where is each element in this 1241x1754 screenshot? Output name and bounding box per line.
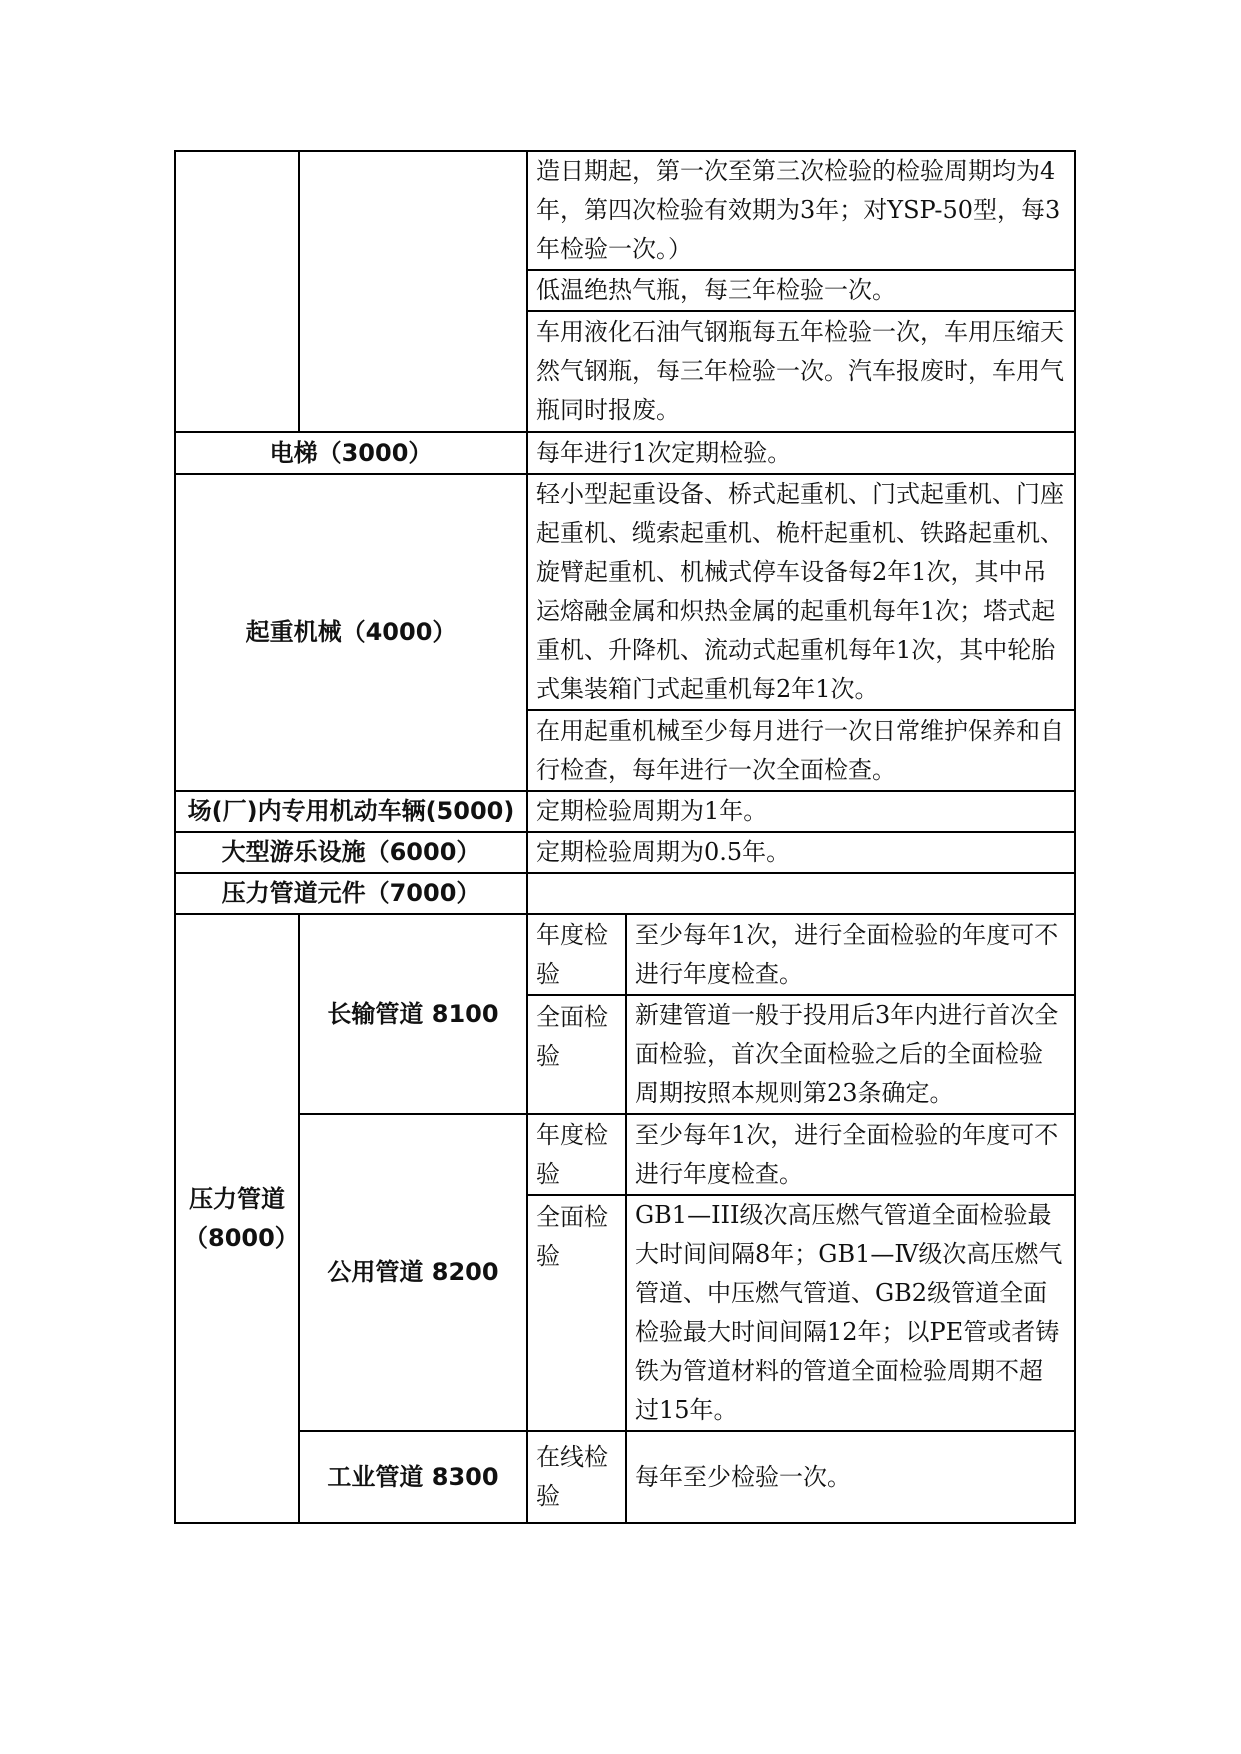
- industrial-pipe-label: 工业管道 8300: [299, 1431, 527, 1523]
- amusement-label: 大型游乐设施（6000）: [175, 832, 527, 873]
- table-row: [175, 1114, 1075, 1195]
- public-pipe-label: 公用管道 8200: [299, 1114, 527, 1431]
- elevator-period-text: 每年进行1次定期检验。: [527, 432, 1075, 474]
- vehicle-label: 场(厂)内专用机动车辆(5000): [175, 791, 527, 832]
- long-distance-full-type: 全面检验: [527, 995, 626, 1114]
- table-row: [175, 832, 1075, 873]
- long-distance-pipe-label: 长输管道 8100: [299, 914, 527, 1114]
- industrial-online-text: 每年至少检验一次。: [626, 1431, 1075, 1523]
- public-annual-text: 至少每年1次，进行全面检验的年度可不进行年度检查。: [626, 1114, 1075, 1195]
- public-full-text: GB1—III级次高压燃气管道全面检验最大时间间隔8年；GB1—Ⅳ级次高压燃气管道、中压燃气管道、GB2级管道全面检验最大时间间隔12年；以PE管或者铸铁为管道材料的管道全面检验周期不超过15年。: [626, 1195, 1075, 1431]
- crane-period-text: 轻小型起重设备、桥式起重机、门式起重机、门座起重机、缆索起重机、桅杆起重机、铁路起重机、旋臂起重机、机械式停车设备每2年1次，其中吊运熔融金属和炽热金属的起重机每年1次；塔式起重机、升降机、流动式起重机每年1次，其中轮胎式集装箱门式起重机每2年1次。: [527, 474, 1075, 710]
- industrial-online-type: 在线检验: [527, 1431, 626, 1523]
- table-row: [175, 1431, 1075, 1523]
- public-annual-type: 年度检验: [527, 1114, 626, 1195]
- long-distance-annual-text: 至少每年1次，进行全面检验的年度可不进行年度检查。: [626, 914, 1075, 995]
- table-row: [175, 151, 1075, 270]
- amusement-period-text: 定期检验周期为0.5年。: [527, 832, 1075, 873]
- cryogenic-cylinder-period-text: 低温绝热气瓶，每三年检验一次。: [527, 270, 1075, 311]
- table-row: [175, 791, 1075, 832]
- long-distance-full-text: 新建管道一般于投用后3年内进行首次全面检验，首次全面检验之后的全面检验周期按照本规则第23条确定。: [626, 995, 1075, 1114]
- public-full-type: 全面检验: [527, 1195, 626, 1431]
- category-cell-empty: [175, 151, 299, 432]
- table-row: [175, 914, 1075, 995]
- inspection-period-table: [174, 150, 1076, 1524]
- vehicle-cylinder-period-text: 车用液化石油气钢瓶每五年检验一次，车用压缩天然气钢瓶，每三年检验一次。汽车报废时，车用气瓶同时报废。: [527, 311, 1075, 432]
- gas-cylinder-period-text: 造日期起，第一次至第三次检验的检验周期均为4年，第四次检验有效期为3年；对YSP-50型，每3年检验一次。）: [527, 151, 1075, 270]
- pipe-element-label: 压力管道元件（7000）: [175, 873, 527, 914]
- vehicle-period-text: 定期检验周期为1年。: [527, 791, 1075, 832]
- pressure-pipe-label: [175, 914, 299, 1523]
- pipe-element-period-text: [527, 873, 1075, 914]
- crane-label: 起重机械（4000）: [175, 474, 527, 791]
- pressure-pipe-label-line-1: 压力管道: [189, 1184, 285, 1213]
- table-row: [175, 474, 1075, 710]
- table-row: [175, 432, 1075, 474]
- crane-maintenance-text: 在用起重机械至少每月进行一次日常维护保养和自行检查，每年进行一次全面检查。: [527, 710, 1075, 791]
- elevator-label: 电梯（3000）: [175, 432, 527, 474]
- table-row: [175, 873, 1075, 914]
- subcategory-cell-empty: [299, 151, 527, 432]
- long-distance-annual-type: 年度检验: [527, 914, 626, 995]
- pressure-pipe-label-line-2: （8000）: [184, 1223, 299, 1252]
